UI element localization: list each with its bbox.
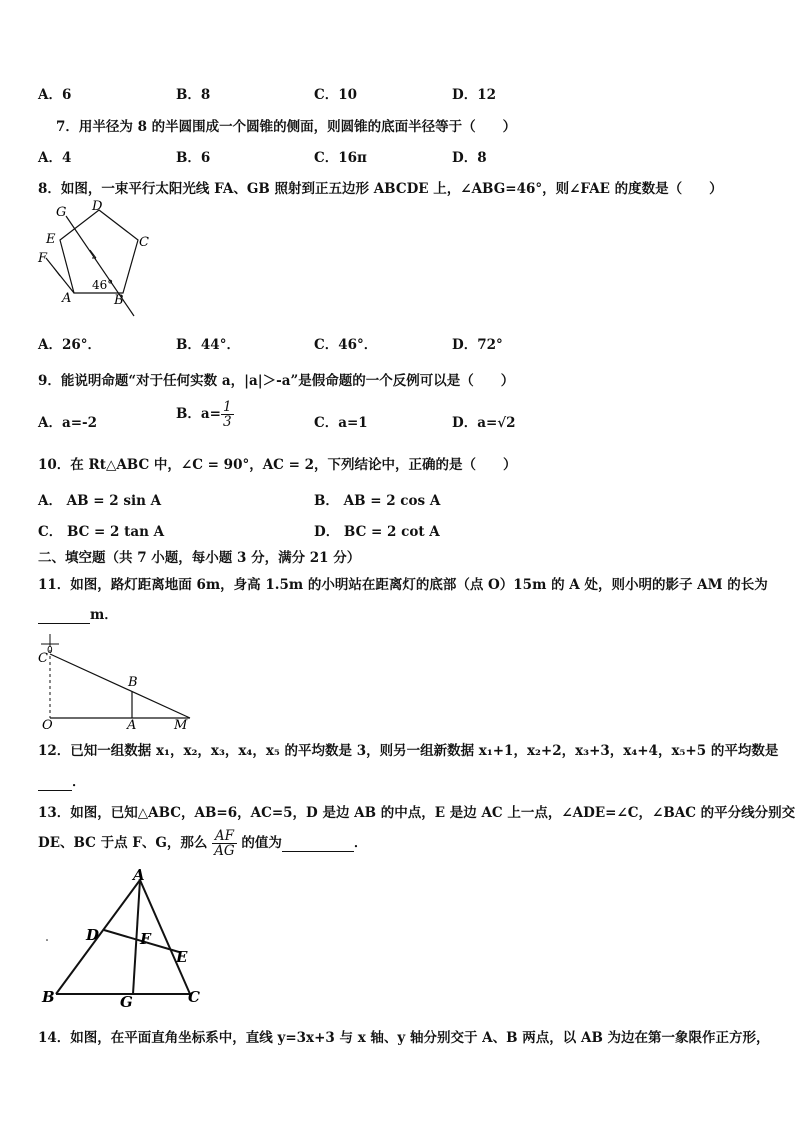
q10-option-c: C． BC = 2 tan A [38, 524, 165, 540]
q9-option-c: C．a=1 [314, 415, 368, 431]
q13-label-b: B [42, 988, 55, 1006]
q13-period: ． [353, 835, 368, 851]
q13-text-suffix: 的值为 [241, 835, 282, 851]
q11-answer-blank[interactable] [38, 607, 90, 624]
q8-question: 8．如图，一束平行太阳光线 FA、GB 照射到正五边形 ABCDE 上，∠ABG=46°，则∠FAE 的度数是（ ） [38, 181, 723, 197]
q12-question: 12．已知一组数据 x₁，x₂，x₃，x₄，x₅ 的平均数是 3，则另一组新数据 x₁+1，x₂+2，x₃+3，x₄+4，x₅+5 的平均数是 [38, 743, 779, 759]
q9-option-b-prefix: B．a= [176, 406, 221, 422]
q13-question: 13．如图，已知△ABC，AB=6，AC=5，D 是边 AB 的中点，E 是边 AC 上一点，∠ADE=∠C，∠BAC 的平分线分别交 [38, 805, 795, 821]
q11-label-m: M [174, 718, 188, 733]
q9-option-a: A．a=-2 [38, 415, 98, 431]
section-2-heading: 二、填空题（共 7 小题，每小题 3 分，满分 21 分） [38, 550, 361, 566]
q13-fraction-num: AF [212, 829, 237, 844]
q11-label-a: A [127, 718, 137, 733]
q11-label-c: C [38, 651, 48, 666]
q13-label-d: D [86, 926, 100, 944]
q10-option-b: B． AB = 2 cos A [314, 493, 441, 509]
q8-label-b: B [114, 293, 124, 308]
q13-answer-blank[interactable] [282, 835, 354, 852]
q8-label-g: G [56, 205, 67, 220]
q11-label-top: 0 [47, 646, 53, 656]
q8-label-f: F [38, 251, 48, 266]
q10-question: 10．在 Rt△ABC 中，∠C = 90°，AC = 2，下列结论中，正确的是（ ） [38, 457, 517, 473]
q11-answer-line [38, 603, 118, 624]
q13-text-prefix: DE、BC 于点 F、G，那么 [38, 835, 208, 851]
q13-triangle-figure [36, 866, 216, 1012]
q8-angle-label: 46° [92, 278, 114, 292]
q9-question: 9．能说明命题“对于任何实数 a，|a|＞-a”是假命题的一个反例可以是（ ） [38, 373, 515, 389]
q9-option-d: D．a=√2 [452, 415, 516, 431]
q7-option-b: B．6 [176, 150, 211, 166]
q8-option-d: D．72° [452, 337, 503, 353]
q8-label-c: C [139, 235, 149, 250]
q13-label-e: E [176, 948, 188, 966]
q11-label-b: B [128, 675, 138, 690]
q9-fraction-num: 1 [222, 399, 232, 415]
q12-answer-blank[interactable] [38, 774, 72, 791]
q13-label-c: C [188, 988, 200, 1006]
q7-option-a: A．4 [38, 150, 72, 166]
q8-option-c: C．46°． [314, 337, 378, 353]
q8-label-a: A [62, 291, 72, 306]
q11-question: 11．如图，路灯距离地面 6m，身高 1.5m 的小明站在距离灯的底部（点 O）15m 的 A 处，则小明的影子 AM 的长为 [38, 577, 768, 593]
q10-option-d: D． BC = 2 cot A [314, 524, 440, 540]
q6-option-c: C．10 [314, 87, 358, 103]
q11-label-o: O [42, 718, 53, 733]
q11-lamp-figure [32, 630, 202, 733]
q8-label-e: E [46, 232, 56, 247]
q9-option-b-fraction [221, 400, 234, 429]
q6-option-d: D．12 [452, 87, 496, 103]
q9-option-b [176, 400, 234, 429]
q13-fraction-den: AG [214, 843, 235, 859]
q8-label-d: D [92, 199, 103, 214]
q13-label-g: G [120, 993, 133, 1011]
q14-question: 14．如图，在平面直角坐标系中，直线 y=3x+3 与 x 轴、y 轴分别交于 A、B 两点，以 AB 为边在第一象限作正方形， [38, 1030, 770, 1046]
q6-option-b: B．8 [176, 87, 211, 103]
q10-option-a: A． AB = 2 sin A [38, 493, 162, 509]
q7-option-c: C．16π [314, 150, 367, 166]
q6-option-a: A．6 [38, 87, 72, 103]
q13-label-a: A [133, 866, 145, 884]
q11-unit: m． [90, 607, 118, 623]
q8-pentagon-figure [34, 198, 149, 323]
q12-answer-line [38, 770, 86, 791]
q7-question: 7．用半径为 8 的半圆围成一个圆锥的侧面，则圆锥的底面半径等于（ ） [56, 119, 517, 135]
q12-period: ． [72, 774, 86, 790]
q7-option-d: D．8 [452, 150, 487, 166]
q13-fraction [212, 829, 237, 858]
q8-option-b: B．44°． [176, 337, 240, 353]
q8-option-a: A．26°． [38, 337, 102, 353]
q13-label-f: F [140, 930, 151, 948]
q13-question-line-2 [38, 829, 367, 858]
q9-fraction-den: 3 [222, 414, 232, 430]
